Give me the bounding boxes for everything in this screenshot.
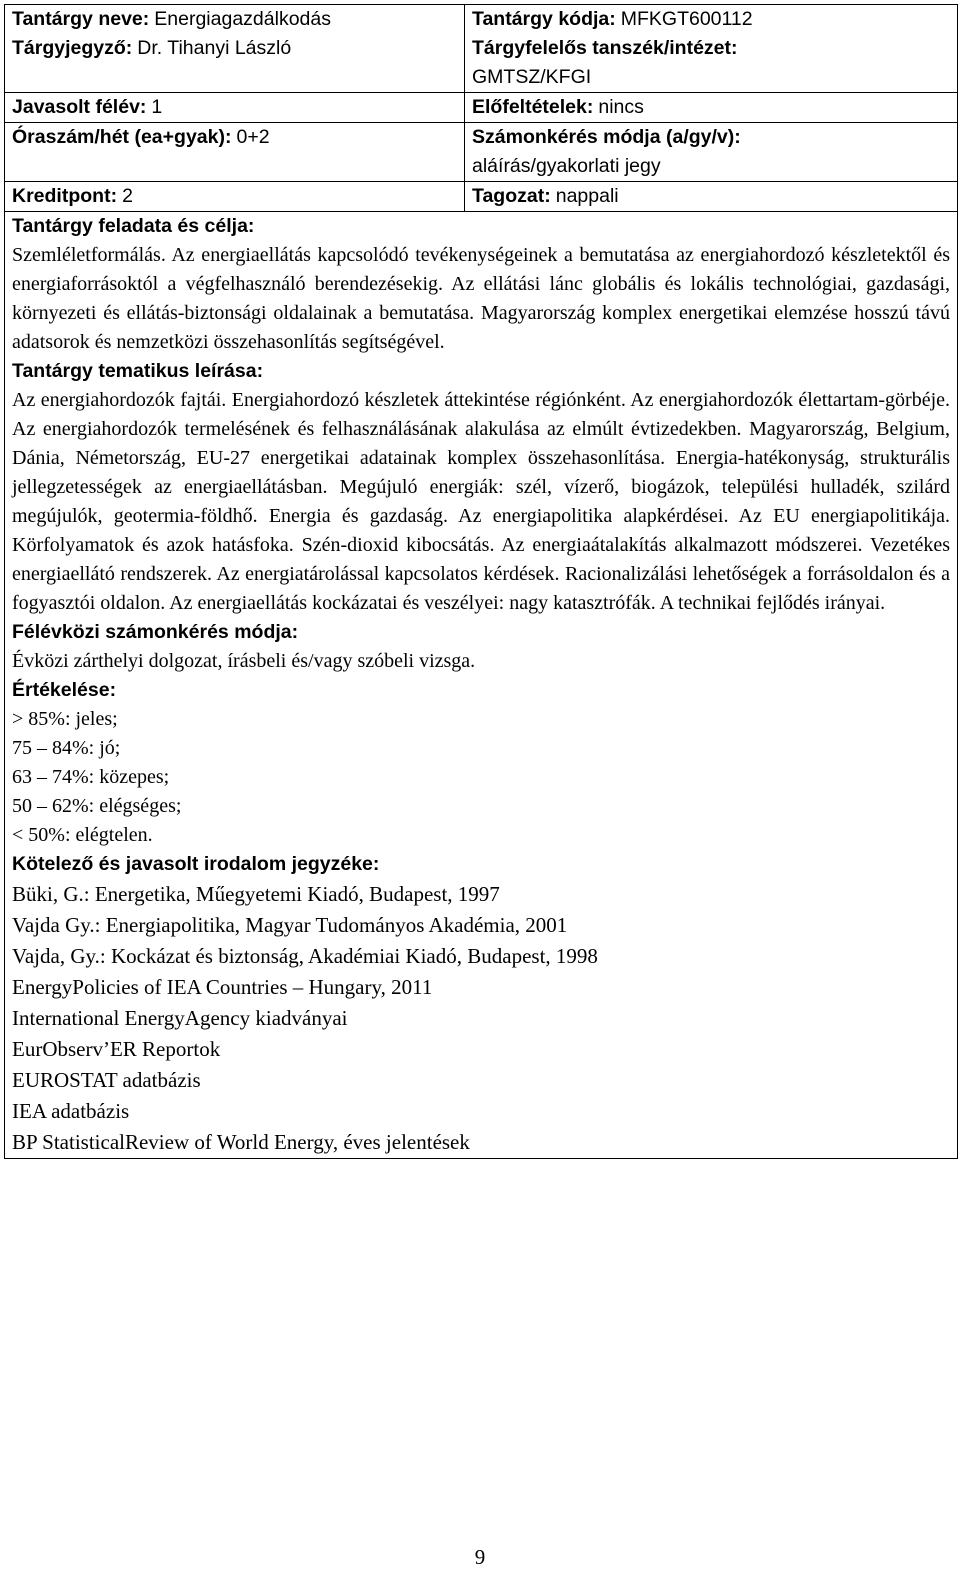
literature-item: EurObserv’ER Reportok — [12, 1037, 221, 1061]
topics-title: Tantárgy tematikus leírása: — [12, 360, 264, 382]
literature-item: Büki, G.: Energetika, Műegyetemi Kiadó, Budapest, 1997 — [12, 882, 500, 906]
topics-text: Az energiahordozók fajtái. Energiahordozó készletek áttekintése régiónként. Az energiahordozók élettartam-görbéje. Az energiahordozók termelésének és felhasználásának alakulása az elmúlt évtizedekben. Magyarország, Belgium, Dánia, Németország, EU-27 energetikai adatainak komplex összehasonlítása. Energia-hatékonyság, strukturális jellegzetességek az energiaellátásban. Megújuló energiák: szél, vízerő, biogázok, települési hulladék, szilárd megújulók, geotermia-földhő. Energia és gazdaság. Az energiapolitika alapkérdései. Az EU energiapolitikája. Körfolyamatok és azok hatásfoka. Szén-dioxid kibocsátás. Az energiaátalakítás alkalmazott módszerei. Vezetékes energiaellátó rendszerek. Az energiatárolással kapcsolatos kérdések. Racionalizálási lehetőségek a forrásoldalon és a fogyasztói oldalon. Az energiaellátás kockázatai és veszélyei: nagy katasztrófák. A technikai fejlődés irányai. — [12, 389, 950, 614]
subject-name-cell — [5, 5, 465, 93]
grading-item: 63 – 74%: közepes; — [12, 766, 170, 788]
prerequisites-label: Előfeltételek: — [472, 96, 594, 118]
course-datasheet-table — [4, 4, 958, 1159]
department-label: Tárgyfelelős tanszék/intézet: — [472, 37, 738, 59]
literature-item: Vajda Gy.: Energiapolitika, Magyar Tudományos Akadémia, 2001 — [12, 913, 568, 937]
goals-text: Szemléletformálás. Az energiaellátás kapcsolódó tevékenységeinek a bemutatása az energiahordozó készletektől és energiaforrásoktól a végfelhasználó berendezésekig. Az ellátási lánc globális és lokális technológiai, gazdasági, környezeti és ellátás-biztonsági oldalainak a bemutatása. Magyarország komplex energetikai elemzése hosszú távú adatsorok és nemzetközi összehasonlítás segítségével. — [12, 244, 950, 353]
schedule-cell — [465, 182, 958, 212]
header-row-4 — [5, 182, 958, 212]
literature-item: International EnergyAgency kiadványai — [12, 1006, 348, 1030]
literature-item: IEA adatbázis — [12, 1099, 130, 1123]
subject-code-label: Tantárgy kódja: — [472, 8, 616, 30]
subject-code-value: MFKGT600112 — [620, 8, 753, 30]
assessment-type-label: Számonkérés módja (a/gy/v): — [472, 126, 741, 148]
grading-item: 75 – 84%: jó; — [12, 737, 121, 759]
prerequisites-value: nincs — [598, 96, 644, 118]
responsible-label: Tárgyjegyző: — [12, 37, 133, 59]
literature-title: Kötelező és javasolt irodalom jegyzéke: — [12, 853, 380, 875]
semester-value: 1 — [151, 96, 163, 118]
grading-list — [12, 705, 950, 850]
subject-name-value: Energiagazdálkodás — [154, 8, 331, 30]
literature-item: BP StatisticalReview of World Energy, éves jelentések — [12, 1130, 470, 1154]
semester-cell — [5, 93, 465, 123]
header-row-3 — [5, 123, 958, 182]
grading-item: > 85%: jeles; — [12, 708, 118, 730]
goals-title: Tantárgy feladata és célja: — [12, 215, 255, 237]
grading-title: Értékelése: — [12, 679, 117, 701]
literature-list — [12, 879, 950, 1158]
hours-label: Óraszám/hét (ea+gyak): — [12, 126, 232, 148]
hours-cell — [5, 123, 465, 182]
literature-item: EUROSTAT adatbázis — [12, 1068, 201, 1092]
literature-item: Vajda, Gy.: Kockázat és biztonság, Akadémiai Kiadó, Budapest, 1998 — [12, 944, 598, 968]
subject-name-label: Tantárgy neve: — [12, 8, 150, 30]
schedule-value: nappali — [555, 185, 619, 207]
page-number: 9 — [474, 1545, 486, 1569]
literature-item: EnergyPolicies of IEA Countries – Hungary, 2011 — [12, 975, 433, 999]
content-row — [5, 212, 958, 1159]
header-row-2 — [5, 93, 958, 123]
schedule-label: Tagozat: — [472, 185, 551, 207]
assessment-type-cell — [465, 123, 958, 182]
content-cell — [5, 212, 958, 1159]
department-value: GMTSZ/KFGI — [472, 66, 592, 88]
header-row-1 — [5, 5, 958, 93]
prerequisites-cell — [465, 93, 958, 123]
credits-cell — [5, 182, 465, 212]
hours-value: 0+2 — [236, 126, 270, 148]
responsible-value: Dr. Tihanyi László — [137, 37, 292, 59]
subject-code-cell — [465, 5, 958, 93]
midterm-title: Félévközi számonkérés módja: — [12, 621, 299, 643]
grading-item: 50 – 62%: elégséges; — [12, 795, 182, 817]
assessment-type-value: aláírás/gyakorlati jegy — [472, 155, 661, 177]
credits-label: Kreditpont: — [12, 185, 118, 207]
semester-label: Javasolt félév: — [12, 96, 147, 118]
grading-item: < 50%: elégtelen. — [12, 824, 153, 846]
credits-value: 2 — [122, 185, 133, 207]
midterm-text: Évközi zárthelyi dolgozat, írásbeli és/vagy szóbeli vizsga. — [12, 650, 476, 672]
